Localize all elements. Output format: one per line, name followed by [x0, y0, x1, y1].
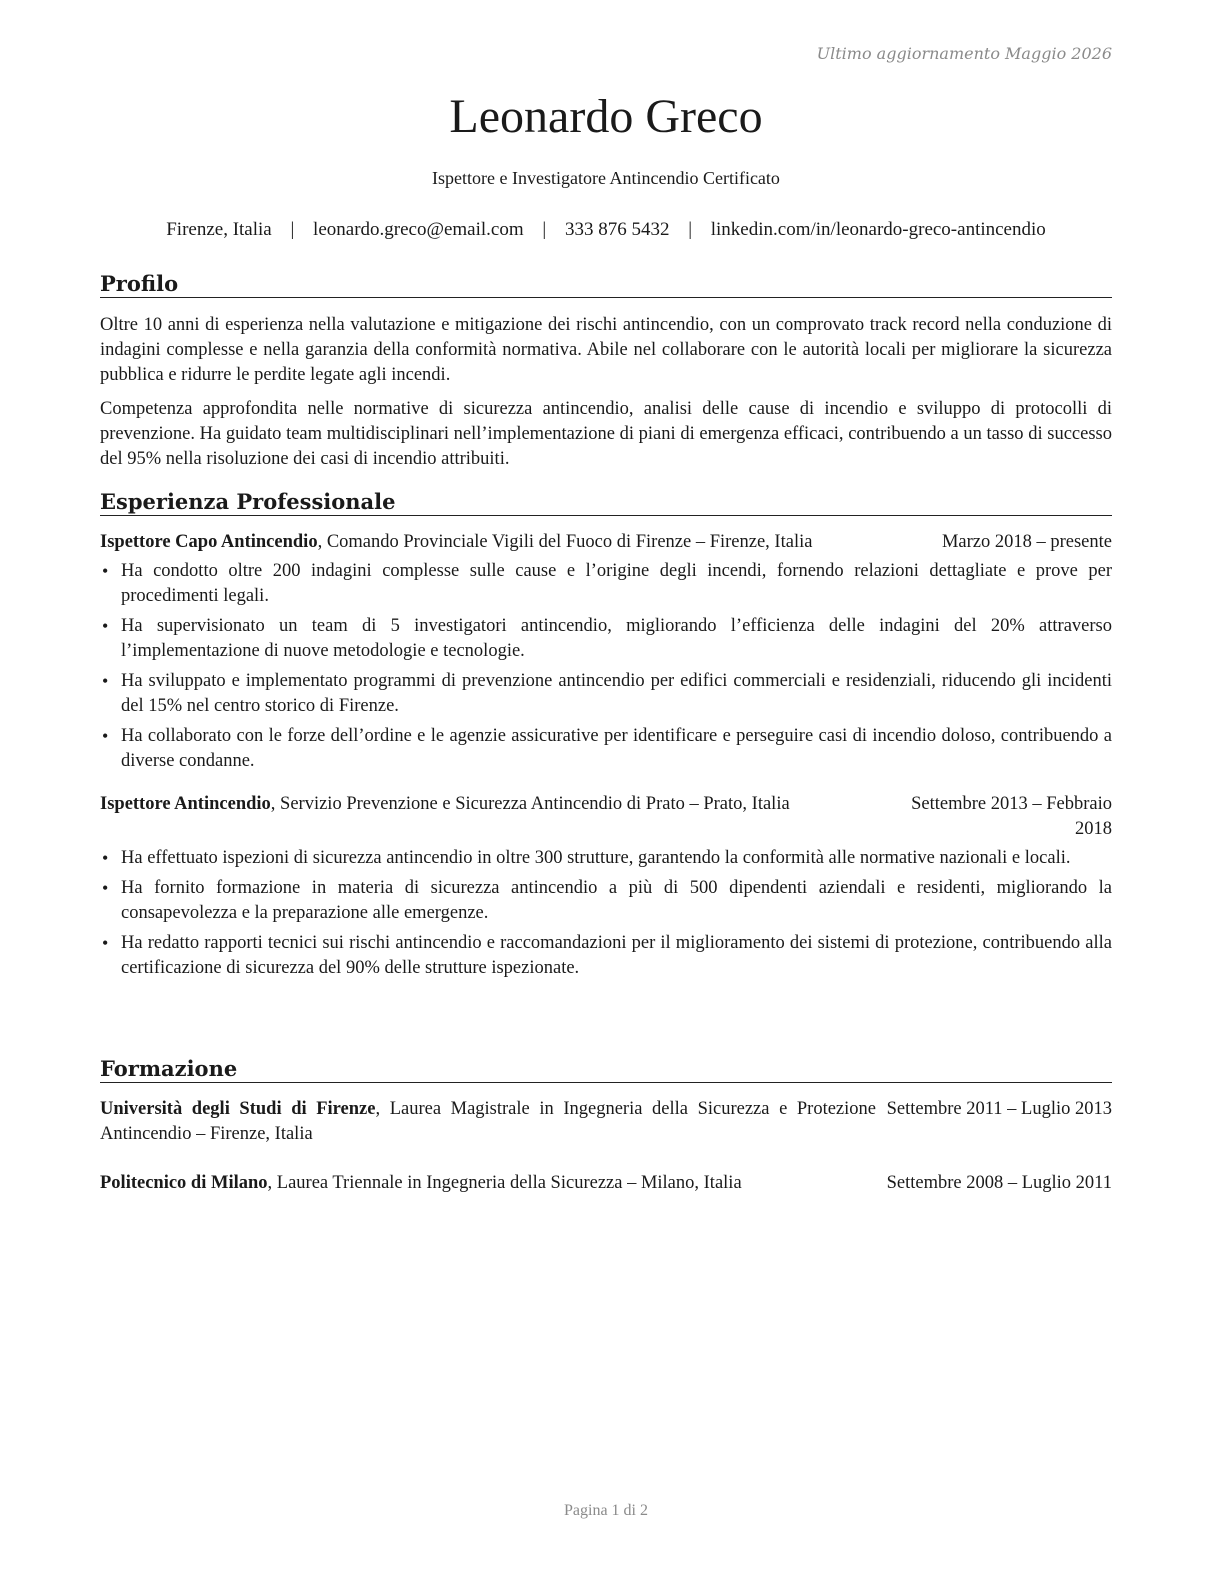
section-title-profile: Profilo	[100, 271, 1112, 298]
education-title-line	[100, 1097, 876, 1147]
education-detail: , Laurea Magistrale in Ingegneria della Sicurezza e Protezione Antincendio – Firenze, Italia	[100, 1099, 876, 1144]
list-item: • Ha supervisionato un team di 5 investigatori antincendio, migliorando l’efficienza delle indagini del 20% attraverso l’implementazione di nuove metodologie e tecnologie.	[100, 614, 1112, 664]
education-detail: , Laurea Triennale in Ingegneria della Sicurezza – Milano, Italia	[267, 1173, 742, 1193]
section-title-education: Formazione	[100, 1056, 1112, 1083]
profile-paragraph: Oltre 10 anni di esperienza nella valutazione e mitigazione dei rischi antincendio, con un comprovato track record nella conduzione di indagini complesse e nella garanzia della conformità normativa. Abile nel collaborare con le autorità locali per migliorare la sicurezza pubblica e ridurre le perdite legate agli incendi.	[100, 315, 1112, 385]
education-school: Politecnico di Milano	[100, 1173, 268, 1193]
experience-section	[100, 489, 1112, 986]
contact-phone[interactable]: 333 876 5432	[564, 219, 670, 240]
section-title-experience: Esperienza Professionale	[100, 489, 1112, 516]
job-bullets	[100, 846, 1112, 981]
education-school: Università degli Studi di Firenze	[100, 1099, 376, 1119]
education-section	[100, 1056, 1112, 1196]
job-header	[100, 792, 1112, 842]
job-organization: , Comando Provinciale Vigili del Fuoco di Firenze – Firenze, Italia	[317, 532, 813, 552]
job-entry	[100, 530, 1112, 774]
profile-paragraph: Competenza approfondita nelle normative di sicurezza antincendio, analisi delle cause di incendio e sviluppo di protocolli di prevenzione. Ha guidato team multidisciplinari nell’implementazione di piani di emergenza efficaci, contribuendo a un tasso di successo del 95% nella risoluzione dei casi di incendio attribuiti.	[100, 399, 1112, 469]
education-dates: Settembre 2008 – Luglio 2011	[886, 1173, 1112, 1193]
job-header	[100, 530, 1112, 555]
list-item: • Ha fornito formazione in materia di sicurezza antincendio a più di 500 dipendenti aziendali e residenti, migliorando la consapevolezza e la preparazione alle emergenze.	[100, 876, 1112, 926]
list-item: • Ha condotto oltre 200 indagini complesse sulle cause e l’origine degli incendi, fornendo relazioni dettagliate e prove per procedimenti legali.	[100, 559, 1112, 609]
job-bullets	[100, 559, 1112, 774]
education-entry	[100, 1171, 1112, 1196]
job-role: Ispettore Antincendio	[100, 794, 271, 814]
education-dates: Settembre 2011 – Luglio 2013	[886, 1099, 1112, 1119]
education-title-line	[100, 1171, 876, 1196]
job-title-line	[100, 530, 890, 555]
job-dates: Settembre 2013 – Febbraio 2018	[911, 794, 1112, 839]
list-item: • Ha effettuato ispezioni di sicurezza antincendio in oltre 300 strutture, garantendo la conformità alle normative nazionali e locali.	[100, 846, 1112, 871]
contact-line	[80, 219, 1132, 241]
list-item: • Ha redatto rapporti tecnici sui rischi antincendio e raccomandazioni per il miglioramento dei sistemi di protezione, contribuendo alla certificazione di sicurezza del 90% delle strutture ispezionate.	[100, 931, 1112, 981]
list-item: • Ha collaborato con le forze dell’ordine e le agenzie assicurative per identificare e perseguire casi di incendio doloso, contribuendo a diverse condanne.	[100, 724, 1112, 774]
candidate-name: Leonardo Greco	[449, 90, 763, 143]
job-dates: Marzo 2018 – presente	[941, 532, 1112, 552]
job-role: Ispettore Capo Antincendio	[100, 532, 318, 552]
contact-separator: |	[290, 219, 295, 240]
resume-page	[100, 0, 1112, 1584]
profile-section	[100, 271, 1112, 472]
job-organization: , Servizio Prevenzione e Sicurezza Antincendio di Prato – Prato, Italia	[270, 794, 790, 814]
candidate-subtitle: Ispettore e Investigatore Antincendio Certificato	[432, 168, 780, 188]
page-number: Pagina 1 di 2	[564, 1502, 648, 1519]
contact-separator: |	[688, 219, 692, 240]
last-updated: Ultimo aggiornamento Maggio 2026	[816, 44, 1112, 63]
job-title-line	[100, 792, 878, 817]
contact-linkedin[interactable]: linkedin.com/in/leonardo-greco-antincendio	[710, 219, 1046, 240]
education-entry	[100, 1097, 1112, 1147]
list-item: • Ha sviluppato e implementato programmi di prevenzione antincendio per edifici commerciali e residenziali, riducendo gli incidenti del 15% nel centro storico di Firenze.	[100, 669, 1112, 719]
contact-separator: |	[542, 219, 547, 240]
job-entry	[100, 792, 1112, 981]
contact-location: Firenze, Italia	[166, 219, 272, 240]
contact-email[interactable]: leonardo.greco@email.com	[313, 219, 524, 240]
